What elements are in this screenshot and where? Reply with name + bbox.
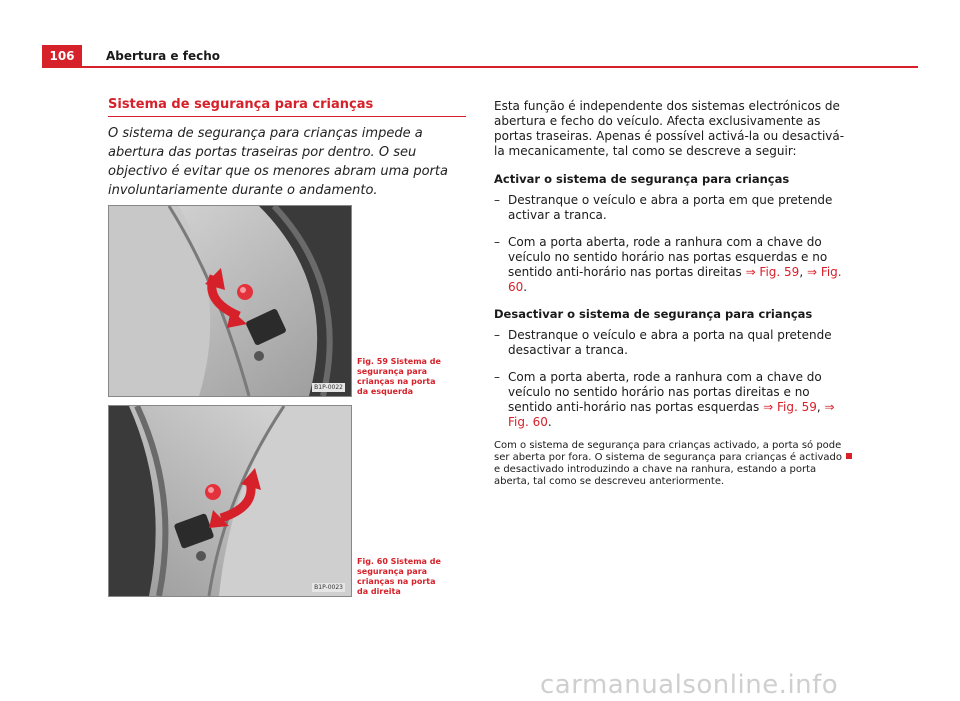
end-of-section-marker <box>846 453 852 459</box>
body-paragraph: Esta função é independente dos sistemas electrónicos de abertura e fecho do veículo. Afecta exclusivamente as portas traseiras. Apenas é possível activá-la ou desactivá-la mecanicamente, tal como se descreve a seguir: <box>494 99 845 158</box>
watermark: carmanualsonline.info <box>540 670 839 700</box>
deactivate-step-1-text: Destranque o veículo e abra a porta na qual pretende desactivar a tranca. <box>508 328 832 357</box>
dash: – <box>494 235 500 249</box>
figure-60-code: B1P-0023 <box>314 584 343 591</box>
figure-60-drawing <box>109 406 351 596</box>
section-title: Sistema de segurança para crianças <box>108 97 374 112</box>
figure-59-caption: Fig. 59 Sistema de segurança para crianças na porta da esquerda <box>357 357 441 396</box>
fig59-link[interactable]: ⇒ Fig. 59 <box>763 400 817 414</box>
activate-step-2-text: Com a porta aberta, rode a ranhura com a chave do veículo no sentido horário nas portas esquerdas e no sentido anti-horário nas portas direitas <box>508 235 828 279</box>
figure-60-image <box>108 405 352 597</box>
section-rule <box>108 116 466 117</box>
deactivate-step-1 <box>494 328 850 358</box>
dash: – <box>494 328 500 342</box>
deactivate-step-2: – Com a porta aberta, rode a ranhura com a chave do veículo no sentido horário nas portas direitas e no sentido anti-horário nas portas esquerdas ⇒ Fig. 59, ⇒ Fig. 60. <box>494 370 835 429</box>
activate-step-1 <box>494 193 850 223</box>
activate-step-1-text: Destranque o veículo e abra a porta em que pretende activar a tranca. <box>508 193 833 222</box>
note-paragraph: Com o sistema de segurança para crianças activado, a porta só pode ser aberta por fora. O sistema de segurança para crianças é activado e desactivado introduzindo a chave na ranhura, estando a porta aberta, tal como se descreveu anteriormente. <box>494 440 843 487</box>
activate-step-2: – Com a porta aberta, rode a ranhura com a chave do veículo no sentido horário nas portas esquerdas e no sentido anti-horário nas portas direitas ⇒ Fig. 59, ⇒ Fig. 60. <box>494 235 842 294</box>
fig59-link[interactable]: ⇒ Fig. 59 <box>745 265 800 279</box>
activate-heading: Activar o sistema de segurança para crianças <box>494 172 790 186</box>
deactivate-heading: Desactivar o sistema de segurança para crianças <box>494 307 813 321</box>
page-number: 106 <box>42 45 82 67</box>
fig60-link[interactable]: ⇒ Fig. 60 <box>508 400 835 429</box>
deactivate-step-2-text: Com a porta aberta, rode a ranhura com a chave do veículo no sentido horário nas portas direitas e no sentido anti-horário nas portas esquerdas <box>508 370 822 414</box>
figure-59-code: B1P-0022 <box>314 384 343 391</box>
figure-60-caption: Fig. 60 Sistema de segurança para crianças na porta da direita <box>357 557 441 596</box>
dash: – <box>494 370 500 384</box>
header-rule <box>42 66 918 68</box>
figure-59-image <box>108 205 352 397</box>
header-title: Abertura e fecho <box>106 49 220 63</box>
section-intro: O sistema de segurança para crianças impede a abertura das portas traseiras por dentro. O seu objectivo é evitar que os menores abram uma porta involuntariamente durante o andamento. <box>108 126 448 198</box>
fig60-link[interactable]: ⇒ Fig. 60 <box>508 265 842 294</box>
body-text-column <box>494 99 850 488</box>
dash: – <box>494 193 500 207</box>
figure-59-drawing <box>109 206 351 396</box>
